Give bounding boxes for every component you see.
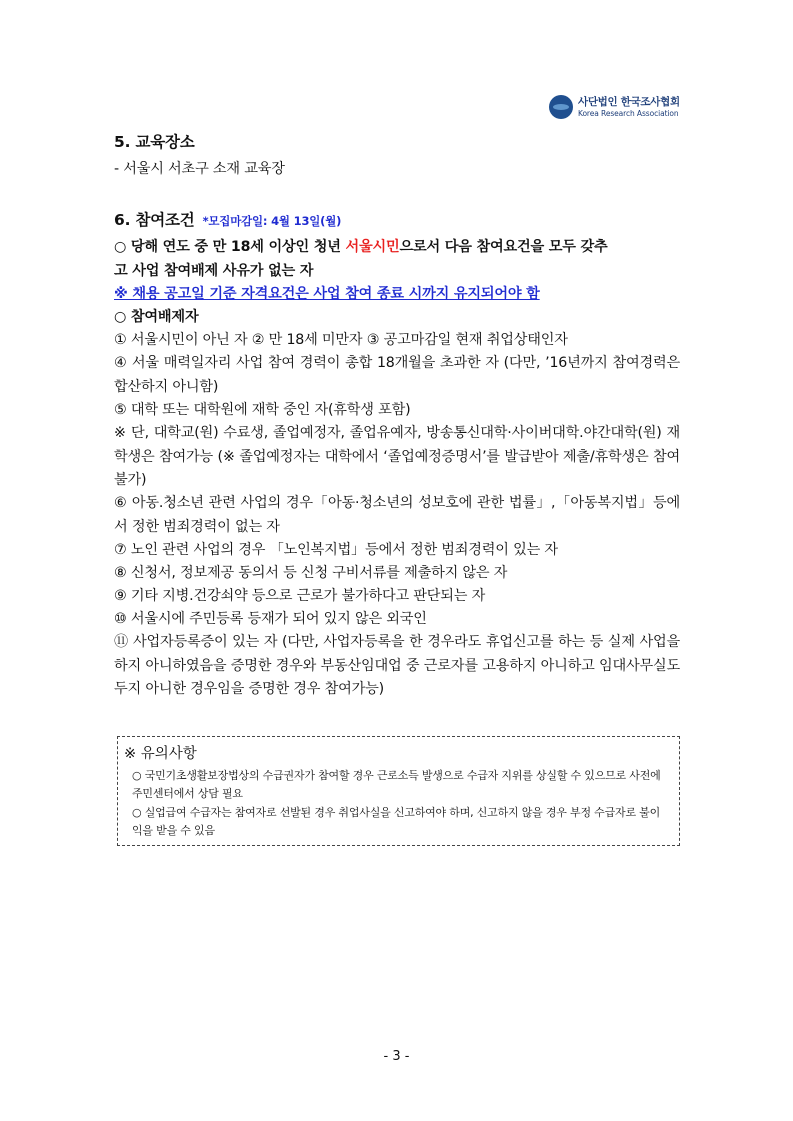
exclusion-item-7: ⑦ 노인 관련 사업의 경우 「노인복지법」등에서 정한 범죄경력이 있는 자	[114, 542, 558, 558]
exclusion-item-10: ⑩ 서울시에 주민등록 등재가 되어 있지 않은 외국인	[114, 611, 427, 627]
association-logo	[549, 94, 680, 120]
section6-title	[114, 208, 341, 230]
notice-title: ※ 유의사항	[124, 746, 197, 762]
qualification-note: ※ 채용 공고일 기준 자격요건은 사업 참여 종료 시까지 유지되어야 함	[114, 286, 540, 302]
intro-line-2: 고 사업 참여배제 사유가 없는 자	[114, 263, 314, 279]
seoul-citizen-highlight: 서울시민	[345, 239, 400, 255]
notice-item-2: ○ 실업급여 수급자는 참여자로 선발된 경우 취업사실을 신고하여야 하며, 신고하지 않을 경우 부정 수급자로 불이익을 받을 수 있음	[132, 806, 661, 837]
notice-box	[117, 736, 680, 846]
page-number: - 3 -	[383, 1049, 410, 1064]
exclusion-item-9: ⑨ 기타 지병.건강쇠약 등으로 근로가 불가하다고 판단되는 자	[114, 588, 486, 604]
intro-suffix: 으로서 다음 참여요건을 모두 갖추	[399, 239, 608, 255]
exclusion-title: ○ 참여배제자	[114, 309, 199, 325]
section5-title: 5. 교육장소	[114, 133, 195, 151]
section5-place: - 서울시 서초구 소재 교육장	[114, 161, 285, 177]
notice-item-1: ○ 국민기초생활보장법상의 수급권자가 참여할 경우 근로소득 발생으로 수급자 지위를 상실할 수 있으므로 사전에 주민센터에서 상담 필요	[132, 769, 661, 800]
exclusion-item-6: ⑥ 아동.청소년 관련 사업의 경우「아동·청소년의 성보호에 관한 법률」,「아동복지법」등에서 정한 범죄경력이 없는 자	[114, 495, 680, 535]
exclusion-item-1-3: ① 서울시민이 아닌 자 ② 만 18세 미만자 ③ 공고마감일 현재 취업상태인자	[114, 332, 568, 348]
deadline-note: *모집마감일: 4월 13일(월)	[202, 214, 342, 228]
exclusion-item-5-note: ※ 단, 대학교(원) 수료생, 졸업예정자, 졸업유예자, 방송통신대학·사이버대학.야간대학(원) 재학생은 참여가능 (※ 졸업예정자는 대학에서 ‘졸업예정증명서’를 발급받아 제출/휴학생은 참여불가)	[114, 425, 680, 488]
exclusion-item-5: ⑤ 대학 또는 대학원에 재학 중인 자(휴학생 포함)	[114, 402, 411, 418]
intro-line-1	[114, 236, 608, 256]
section6-title-text: 6. 참여조건	[114, 211, 195, 229]
exclusion-item-8: ⑧ 신청서, 정보제공 동의서 등 신청 구비서류를 제출하지 않은 자	[114, 565, 508, 581]
exclusion-item-11: ⑪ 사업자등록증이 있는 자 (다만, 사업자등록을 한 경우라도 휴업신고를 하는 등 실제 사업을 하지 아니하였음을 증명한 경우와 부동산임대업 중 근로자를 고용하지 아니하고 임대사무실도 두지 아니한 경우임을 증명한 경우 참여가능)	[114, 634, 680, 697]
kora-logo-icon	[549, 95, 573, 119]
intro-prefix: ○ 당해 연도 중 만 18세 이상인 청년	[114, 239, 346, 255]
logo-korean-name: 사단법인 한국조사협회	[578, 96, 680, 108]
logo-english-name: Korea Research Association	[578, 108, 679, 118]
exclusion-item-4: ④ 서울 매력일자리 사업 참여 경력이 총합 18개월을 초과한 자 (다만, ’16년까지 참여경력은 합산하지 아니함)	[114, 355, 680, 395]
